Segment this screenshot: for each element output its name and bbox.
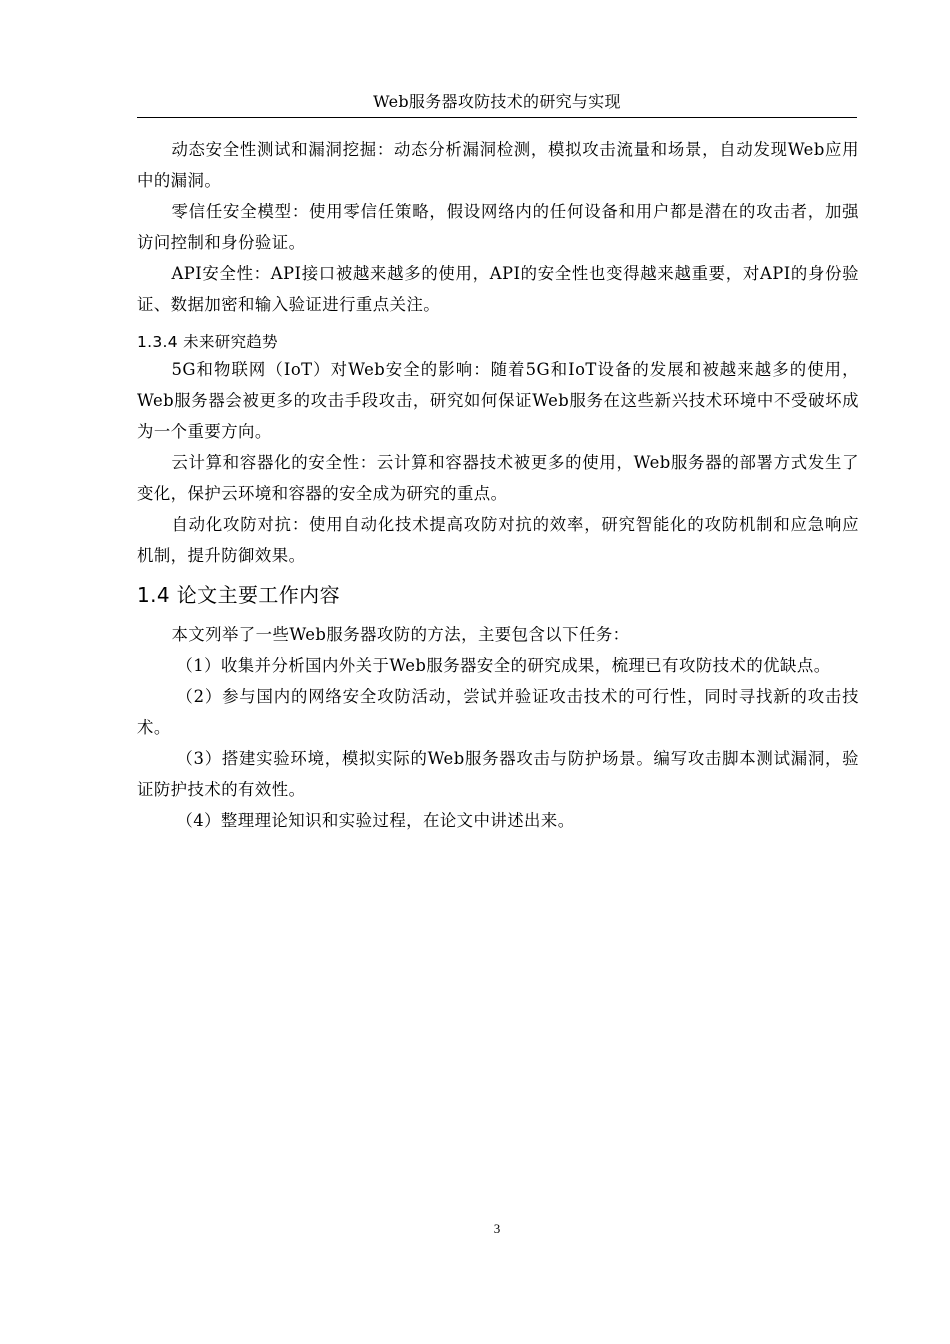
body-paragraph: API安全性：API接口被越来越多的使用，API的安全性也变得越来越重要，对API的身份验证、数据加密和输入验证进行重点关注。 <box>137 264 859 314</box>
body-paragraph: 本文列举了一些Web服务器攻防的方法，主要包含以下任务： <box>171 625 630 644</box>
task-list-item: （2）参与国内的网络安全攻防活动，尝试并验证攻击技术的可行性，同时寻找新的攻击技术。 <box>137 687 859 737</box>
task-list-item: （1）收集并分析国内外关于Web服务器安全的研究成果，梳理已有攻防技术的优缺点。 <box>176 656 831 675</box>
body-paragraph: 自动化攻防对抗：使用自动化技术提高攻防对抗的效率，研究智能化的攻防机制和应急响应机制，提升防御效果。 <box>137 515 859 565</box>
task-list-item: （3）搭建实验环境，模拟实际的Web服务器攻击与防护场景。编写攻击脚本测试漏洞，验证防护技术的有效性。 <box>137 749 859 799</box>
running-header: Web服务器攻防技术的研究与实现 <box>373 92 621 111</box>
body-paragraph: 5G和物联网（IoT）对Web安全的影响：随着5G和IoT设备的发展和被越来越多的使用，Web服务器会被更多的攻击手段攻击，研究如何保证Web服务在这些新兴技术环境中不受破坏成为一个重要方向。 <box>137 360 859 441</box>
body-paragraph: 动态安全性测试和漏洞挖掘：动态分析漏洞检测，模拟攻击流量和场景，自动发现Web应用中的漏洞。 <box>137 140 859 190</box>
body-paragraph: 零信任安全模型：使用零信任策略，假设网络内的任何设备和用户都是潜在的攻击者，加强访问控制和身份验证。 <box>137 202 859 252</box>
task-list-item: （4）整理理论知识和实验过程，在论文中讲述出来。 <box>176 811 575 830</box>
page-body <box>137 134 859 836</box>
header-rule <box>137 117 857 118</box>
section-heading-1-3-4: 1.3.4 未来研究趋势 <box>137 333 278 351</box>
page-number: 3 <box>493 1221 501 1236</box>
body-paragraph: 云计算和容器化的安全性：云计算和容器技术被更多的使用，Web服务器的部署方式发生了变化，保护云环境和容器的安全成为研究的重点。 <box>137 453 859 503</box>
section-heading-1-4: 1.4 论文主要工作内容 <box>137 583 340 607</box>
